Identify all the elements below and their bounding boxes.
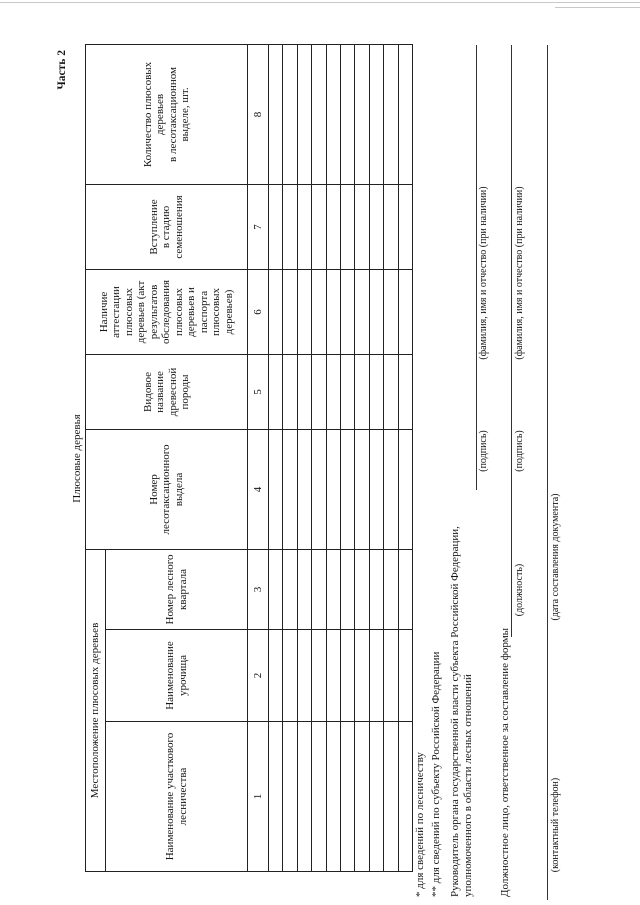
table-cell	[283, 429, 297, 549]
scan-artifact-line	[555, 7, 640, 8]
table-cell	[355, 722, 369, 872]
column-number-row	[248, 44, 269, 871]
table-cell	[269, 549, 283, 629]
responsible-position-caption: (должность)	[514, 563, 525, 617]
table-cell	[297, 44, 311, 184]
column-number-1: 1	[248, 722, 269, 872]
table-cell	[340, 630, 354, 722]
table-cell	[398, 354, 412, 429]
table-cell	[355, 354, 369, 429]
column-number-5: 5	[248, 354, 269, 429]
head-name-caption: (фамилия, имя и отчество (при наличии)	[478, 186, 489, 360]
table-cell	[384, 722, 398, 872]
column-number-4: 4	[248, 429, 269, 549]
table-row	[355, 44, 369, 871]
head-signatory-title-line-1: Руководитель органа государственной власти субъекта Российской Федерации,	[449, 526, 461, 897]
table-row	[398, 44, 412, 871]
table-cell	[398, 184, 412, 269]
table-cell	[398, 630, 412, 722]
table-cell	[312, 269, 326, 354]
table-cell	[326, 549, 340, 629]
table-cell	[384, 184, 398, 269]
table-cell	[283, 549, 297, 629]
column-number-6: 6	[248, 269, 269, 354]
table-cell	[297, 184, 311, 269]
table-cell	[384, 549, 398, 629]
head-signature-caption: (подпись)	[478, 430, 489, 472]
plus-trees-table	[85, 44, 413, 872]
table-cell	[369, 354, 383, 429]
table-cell	[297, 354, 311, 429]
scan-artifact-line	[0, 2, 640, 3]
table-cell	[297, 429, 311, 549]
table-row	[312, 44, 326, 871]
table-cell	[355, 630, 369, 722]
table-cell	[312, 722, 326, 872]
table-row	[369, 44, 383, 871]
table-cell	[369, 722, 383, 872]
table-cell	[269, 184, 283, 269]
column-number-8: 8	[248, 44, 269, 184]
table-row	[269, 44, 283, 871]
table-row	[384, 44, 398, 871]
location-group-header: Местоположение плюсовых деревьев	[86, 549, 106, 871]
table-cell	[269, 354, 283, 429]
table-cell	[384, 44, 398, 184]
table-row	[283, 44, 297, 871]
table-cell	[340, 549, 354, 629]
footnote-forestry: * для сведений по лесничеству	[414, 752, 426, 897]
table-cell	[384, 354, 398, 429]
table-cell	[283, 184, 297, 269]
column-header-7: Вступление в стадию семеношения	[86, 184, 248, 269]
column-header-1: Наименование участкового лесничества	[106, 722, 248, 872]
table-cell	[269, 722, 283, 872]
page-title: Плюсовые деревья	[71, 414, 83, 503]
table-cell	[326, 630, 340, 722]
table-row	[326, 44, 340, 871]
table-cell	[297, 630, 311, 722]
table-cell	[326, 429, 340, 549]
table-cell	[269, 44, 283, 184]
table-cell	[326, 354, 340, 429]
responsible-name-caption: (фамилия, имя и отчество (при наличии)	[514, 186, 525, 360]
table-cell	[312, 184, 326, 269]
table-cell	[297, 269, 311, 354]
table-cell	[312, 354, 326, 429]
table-cell	[355, 269, 369, 354]
table-cell	[326, 44, 340, 184]
table-body	[269, 44, 413, 871]
table-cell	[269, 630, 283, 722]
column-number-2: 2	[248, 630, 269, 722]
table-cell	[269, 269, 283, 354]
column-header-2: Наименование урочища	[106, 630, 248, 722]
table-cell	[326, 722, 340, 872]
table-cell	[398, 549, 412, 629]
table-cell	[369, 429, 383, 549]
head-signatory-title-line-2: уполномоченного в области лесных отношений	[462, 674, 474, 897]
table-cell	[369, 184, 383, 269]
table-cell	[355, 549, 369, 629]
responsible-signature-caption: (подпись)	[514, 430, 525, 472]
column-number-3: 3	[248, 549, 269, 629]
table-row	[340, 44, 354, 871]
table-cell	[283, 354, 297, 429]
table-cell	[398, 269, 412, 354]
table-cell	[326, 184, 340, 269]
responsible-signature-line	[511, 45, 512, 637]
table-cell	[384, 630, 398, 722]
head-signature-line	[476, 45, 477, 490]
column-number-7: 7	[248, 184, 269, 269]
table-cell	[398, 44, 412, 184]
table-cell	[340, 184, 354, 269]
table-cell	[369, 549, 383, 629]
table-cell	[398, 429, 412, 549]
table-cell	[384, 269, 398, 354]
footnote-subject: ** для сведений по субъекту Российской Федерации	[430, 651, 442, 897]
column-header-8: Количество плюсовых деревьев в лесотаксационном выделе, шт.	[86, 44, 248, 184]
table-cell	[283, 44, 297, 184]
table-cell	[326, 269, 340, 354]
table-cell	[369, 269, 383, 354]
table-cell	[355, 184, 369, 269]
table-cell	[283, 630, 297, 722]
contact-phone-caption: (контактный телефон)	[550, 777, 561, 873]
table-cell	[312, 44, 326, 184]
table-row	[297, 44, 311, 871]
column-header-4: Номер лесотаксационного выдела	[86, 429, 248, 549]
table-header-row	[86, 44, 106, 871]
table-cell	[312, 549, 326, 629]
table-cell	[355, 44, 369, 184]
table-cell	[384, 429, 398, 549]
column-header-3: Номер лесного квартала	[106, 549, 248, 629]
table-cell	[283, 722, 297, 872]
table-cell	[283, 269, 297, 354]
table-cell	[340, 722, 354, 872]
table-cell	[355, 429, 369, 549]
table-cell	[340, 44, 354, 184]
part-label: Часть 2	[56, 50, 68, 90]
table-cell	[269, 429, 283, 549]
table-cell	[340, 269, 354, 354]
contact-date-line	[547, 45, 548, 900]
document-date-caption: (дата составления документа)	[550, 493, 561, 621]
column-header-6: Наличие аттестации плюсовых деревьев (акт результатов обследования плюсовых деревьев и паспорта плюсовых деревьев)	[86, 269, 248, 354]
table-cell	[369, 44, 383, 184]
responsible-person-title: Должностное лицо, ответственное за составление формы	[499, 627, 511, 897]
column-header-5: Видовое название древесной породы	[86, 354, 248, 429]
table-cell	[312, 630, 326, 722]
table-cell	[398, 722, 412, 872]
table-cell	[340, 354, 354, 429]
table-cell	[297, 722, 311, 872]
table-cell	[340, 429, 354, 549]
table-cell	[312, 429, 326, 549]
table-cell	[297, 549, 311, 629]
table-cell	[369, 630, 383, 722]
